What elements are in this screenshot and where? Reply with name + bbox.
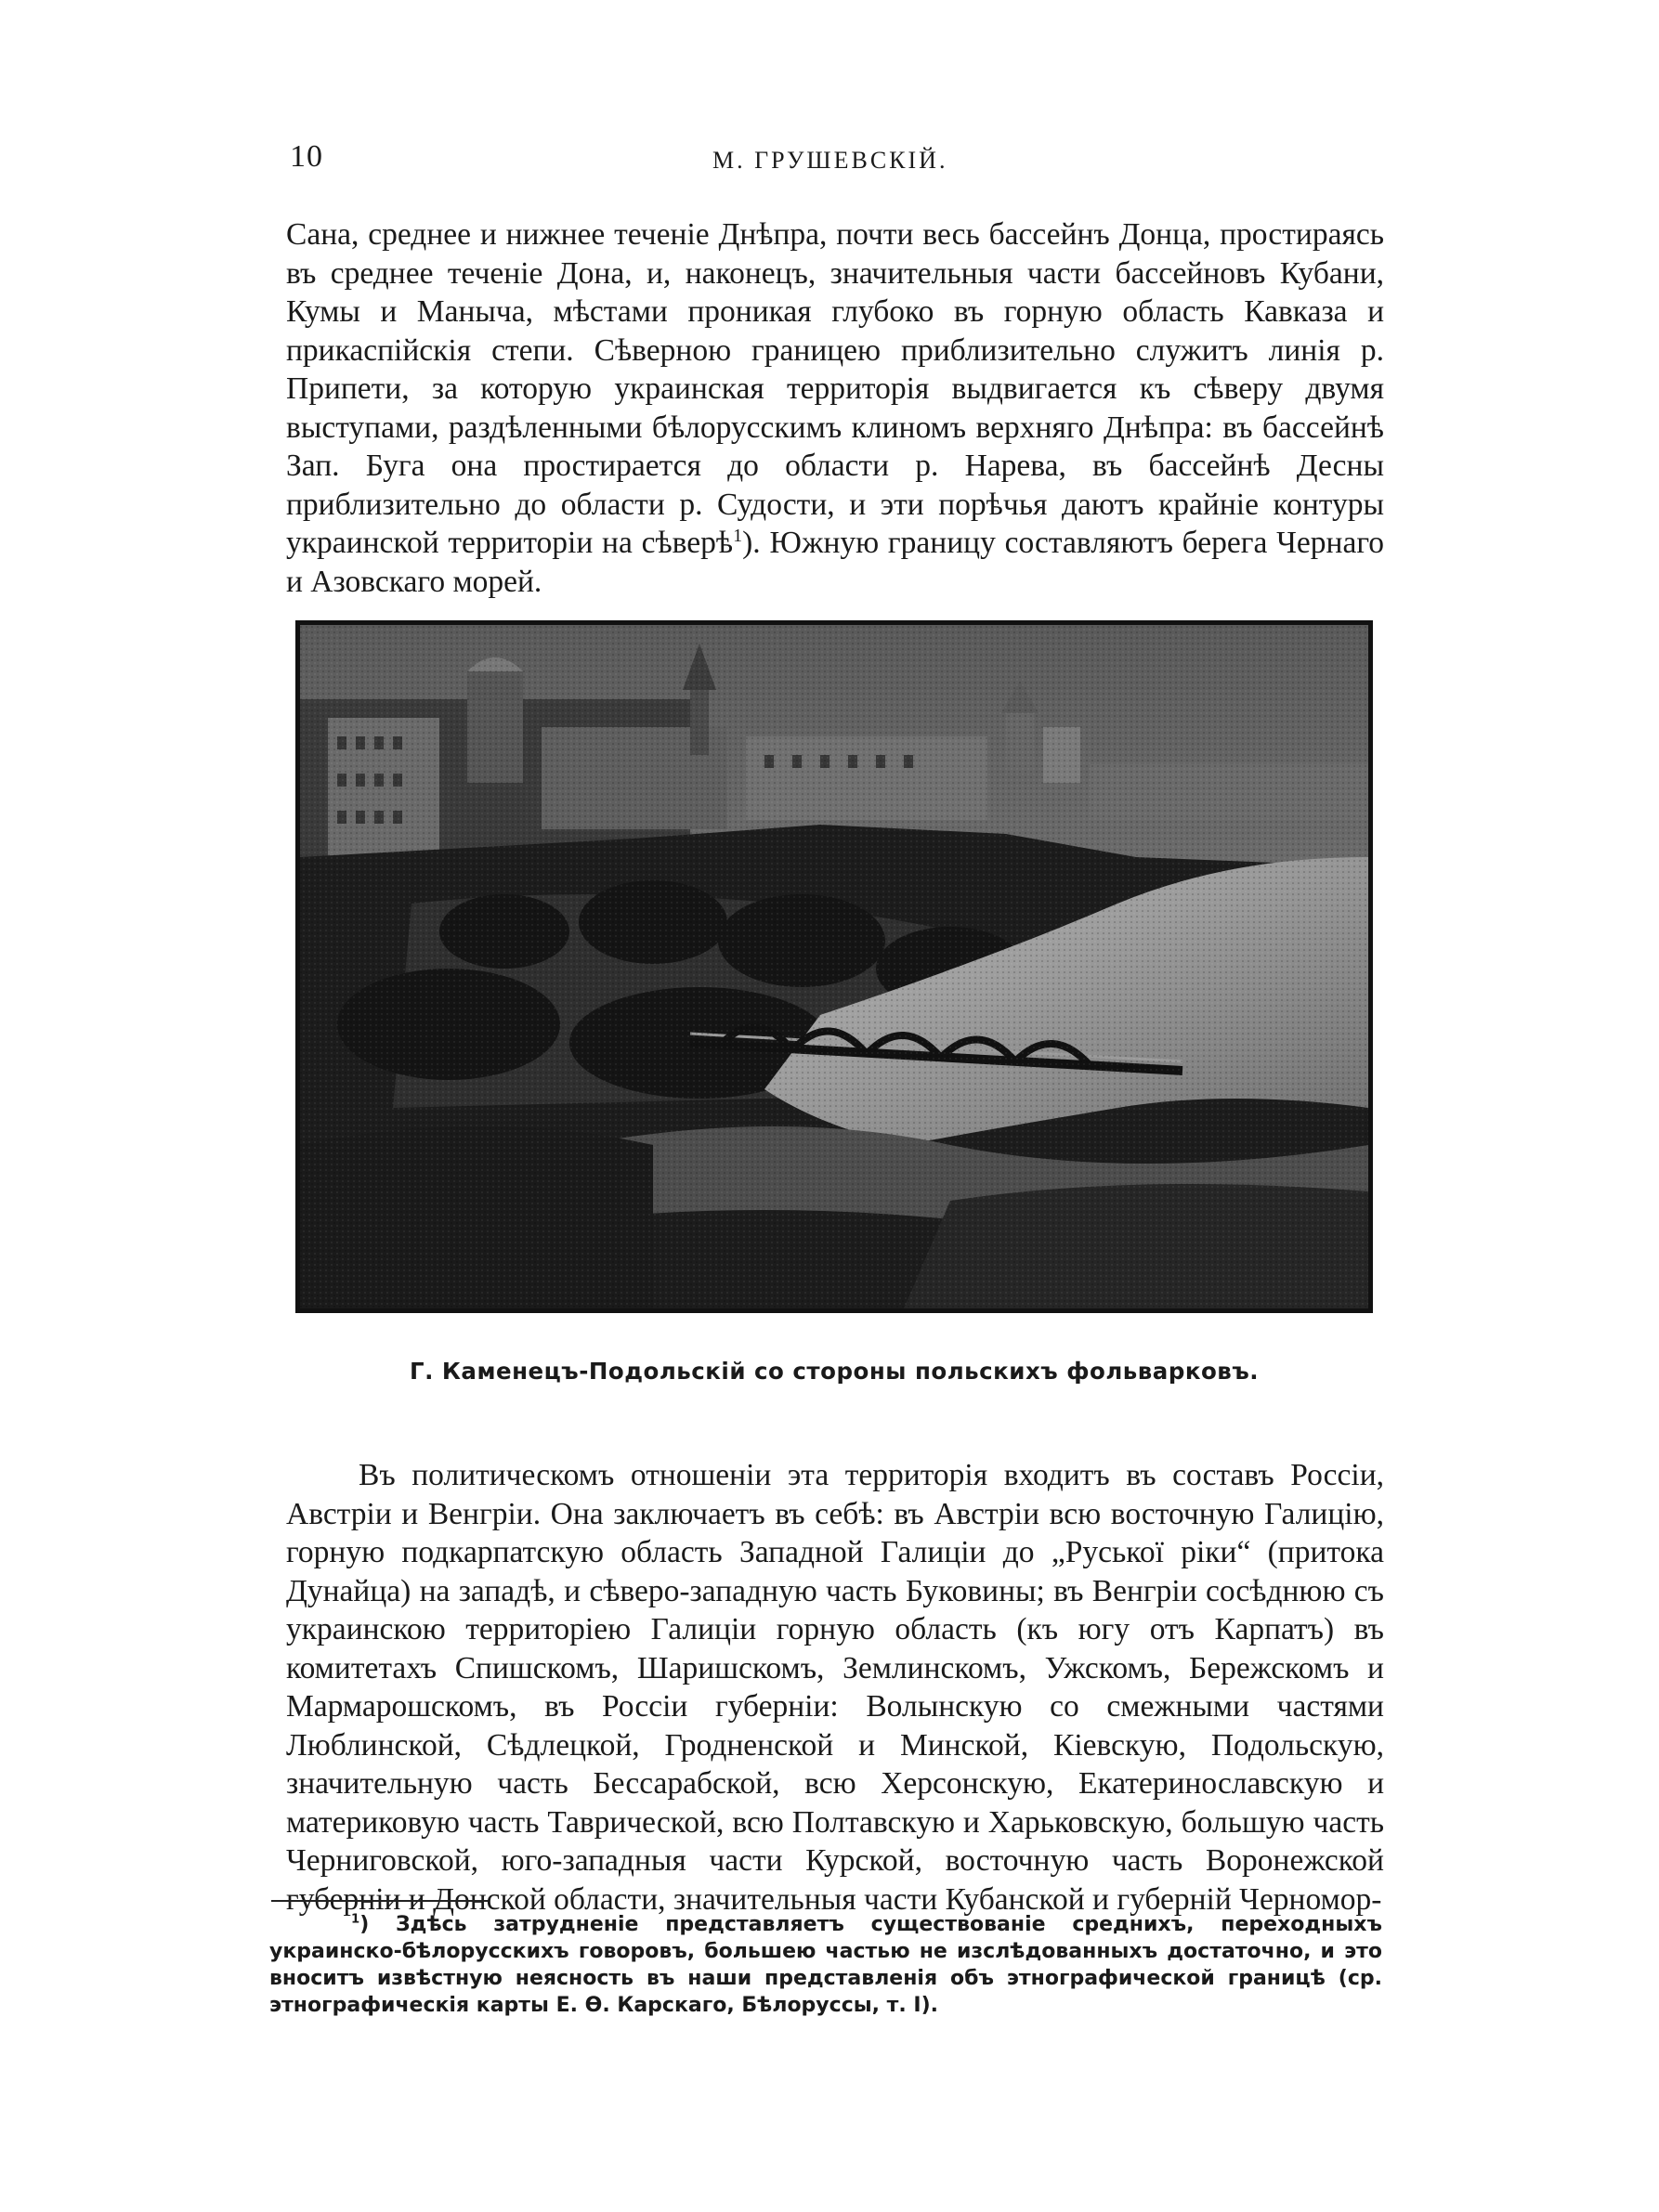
photograph-image [300,625,1368,1308]
footnote [269,1911,1382,2019]
footnote-text: ) Здѣсь затрудненіе представляетъ существованіе среднихъ, переходныхъ украинско-бѣлорусскихъ говоровъ, большею частью не изслѣдованныхъ достаточно, и это вноситъ извѣстную неясность въ наши представленія объ этнографической границѣ (ср. этнографическія карты Е. Ѳ. Карскаго, Бѣлоруссы, т. I). [269,1913,1382,2017]
paragraph-1-text: Сана, среднее и нижнее теченіе Днѣпра, почти весь бассейнъ Донца, простираясь въ среднее теченіе Дона, и, наконецъ, значительныя части бассейновъ Кубани, Кумы и Маныча, мѣстами проникая глубоко въ горную область Кавказа и прикаспійскія степи. Сѣверною границею приблизительно служитъ линія р. Припети, за которую украинская территорія выдвигается къ сѣверу двумя выступами, раздѣленными бѣлорусскимъ клиномъ верхняго Днѣпра: въ бассейнѣ Зап. Буга она простирается до области р. Нарева, въ бассейнѣ Десны приблизительно до области р. Судости, и эти порѣчья даютъ крайніе контуры украинской территоріи на сѣверѣ [286,217,1384,560]
footnote-reference[interactable]: 1 [733,525,743,546]
running-head: М. ГРУШЕВСКІЙ. [712,147,948,174]
paragraph-1-end: ). Южную границу составляютъ берега Чернаго и Азовскаго морей. [286,526,1384,599]
paragraph-1 [286,215,1384,601]
paragraph-2: Въ политическомъ отношеніи эта территорія входитъ въ составъ Россіи, Австріи и Венгріи. Она заключаетъ въ себѣ: въ Австріи всю восточную Галицію, горную подкарпатскую область Западной Галиціи до „Руської ріки“ (притока Дунайца) на западѣ, и сѣверо-западную часть Буковины; въ Венгріи сосѣднюю съ украинскою территоріею Галиціи горную область (къ югу отъ Карпатъ) въ комитетахъ Спишскомъ, Шаришскомъ, Землинскомъ, Ужскомъ, Бережскомъ и Мармарошскомъ, въ Россіи губерніи: Волынскую со смежными частями Люблинской, Сѣдлецкой, Гродненской и Минской, Кіевскую, Подольскую, значительную часть Бессарабской, всю Херсонскую, Екатеринославскую и материковую часть Таврической, всю Полтавскую и Харьковскую, большую часть Черниговской, юго-западныя части Курской, восточную часть Воронежской губерніи и Донской области, значительныя части Кубанской и губерній Черномор- [286,1458,1384,1917]
page-header [290,139,1382,186]
footnote-divider [271,1900,488,1902]
footnote-marker: 1 [351,1912,360,1927]
figure-caption: Г. Каменецъ-Подольскій со стороны польскихъ фольварковъ. [409,1358,1260,1385]
photograph-kamenets-podolsky [295,620,1373,1313]
page-number: 10 [290,139,323,174]
